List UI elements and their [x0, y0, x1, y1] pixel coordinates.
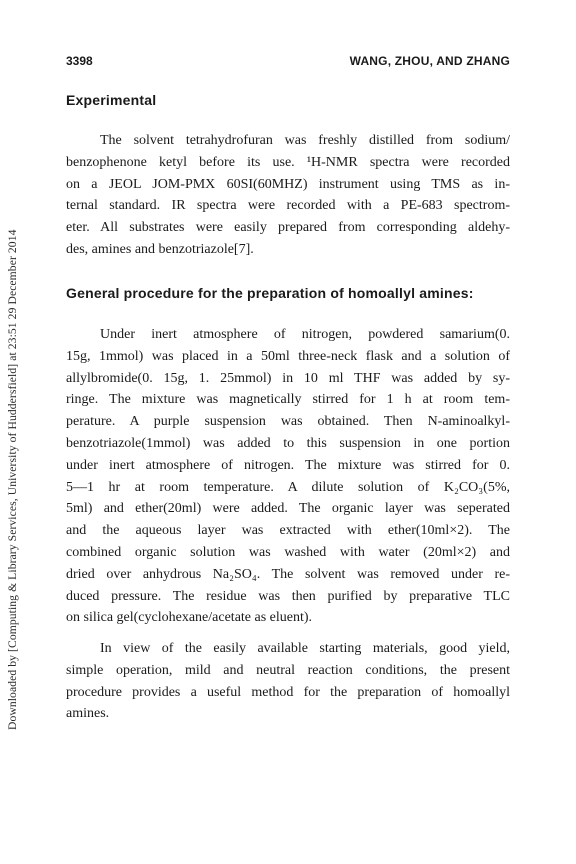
text-line: amines.	[66, 706, 110, 722]
procedure-heading: General procedure for the preparation of homoallyl amines:	[66, 285, 474, 301]
text-line: simple operation, mild and neutral reaction conditions, the present	[66, 662, 510, 678]
text-line: ringe. The mixture was magnetically stirred for 1 h at room tem-	[66, 392, 510, 408]
text-line: under inert atmosphere of nitrogen. The mixture was stirred for 0.	[66, 457, 510, 473]
download-note-text: Downloaded by [Computing & Library Services, University of Huddersfield] at 23:51 29 December 2014	[6, 229, 19, 730]
text-line: and the aqueous layer was extracted with ether(10ml×2). The	[66, 523, 510, 539]
text-line: 5ml) and ether(20ml) were added. The organic layer was seperated	[66, 501, 510, 517]
text-line: ternal standard. IR spectra were recorded with a PE-683 spectrom-	[66, 198, 510, 214]
running-header-authors: WANG, ZHOU, AND ZHANG	[349, 54, 510, 68]
text-line: In view of the easily available starting materials, good yield,	[100, 641, 510, 656]
download-watermark	[2, 130, 30, 730]
text-line: procedure provides a useful method for the preparation of homoallyl	[66, 684, 510, 700]
text-line: Under inert atmosphere of nitrogen, powdered samarium(0.	[100, 327, 510, 342]
text-line: duced pressure. The residue was then purified by preparative TLC	[66, 588, 510, 604]
experimental-paragraph	[66, 130, 510, 261]
text-line: 15g, 1mmol) was placed in a 50ml three-neck flask and a solution of	[66, 348, 510, 364]
text-line: on a JEOL JOM-PMX 60SI(60MHZ) instrument using TMS as in-	[66, 176, 510, 192]
text-line: dried over anhydrous Na₂SO₄. The solvent was removed under re-	[66, 566, 510, 582]
text-line: allylbromide(0. 15g, 1. 25mmol) in 10 ml THF was added by sy-	[66, 370, 510, 386]
text-line: 5—1 hr at room temperature. A dilute solution of K₂CO₃(5%,	[66, 479, 510, 495]
text-line: benzophenone ketyl before its use. ¹H-NMR spectra were recorded	[66, 154, 510, 170]
text-line: combined organic solution was washed with water (20ml×2) and	[66, 544, 510, 560]
text-line: benzotriazole(1mmol) was added to this suspension in one portion	[66, 435, 510, 451]
running-header	[66, 54, 510, 70]
text-line: des, amines and benzotriazole[7].	[66, 241, 254, 257]
text-line: eter. All substrates were easily prepared from corresponding aldehy-	[66, 220, 510, 236]
page-number: 3398	[66, 54, 93, 68]
experimental-heading: Experimental	[66, 92, 157, 108]
text-line: on silica gel(cyclohexane/acetate as eluent).	[66, 610, 313, 626]
procedure-paragraph	[66, 324, 510, 629]
text-line: perature. A purple suspension was obtained. Then N-aminoalkyl-	[66, 414, 510, 430]
text-line: The solvent tetrahydrofuran was freshly distilled from sodium/	[100, 133, 510, 148]
conclusion-paragraph	[66, 638, 510, 725]
